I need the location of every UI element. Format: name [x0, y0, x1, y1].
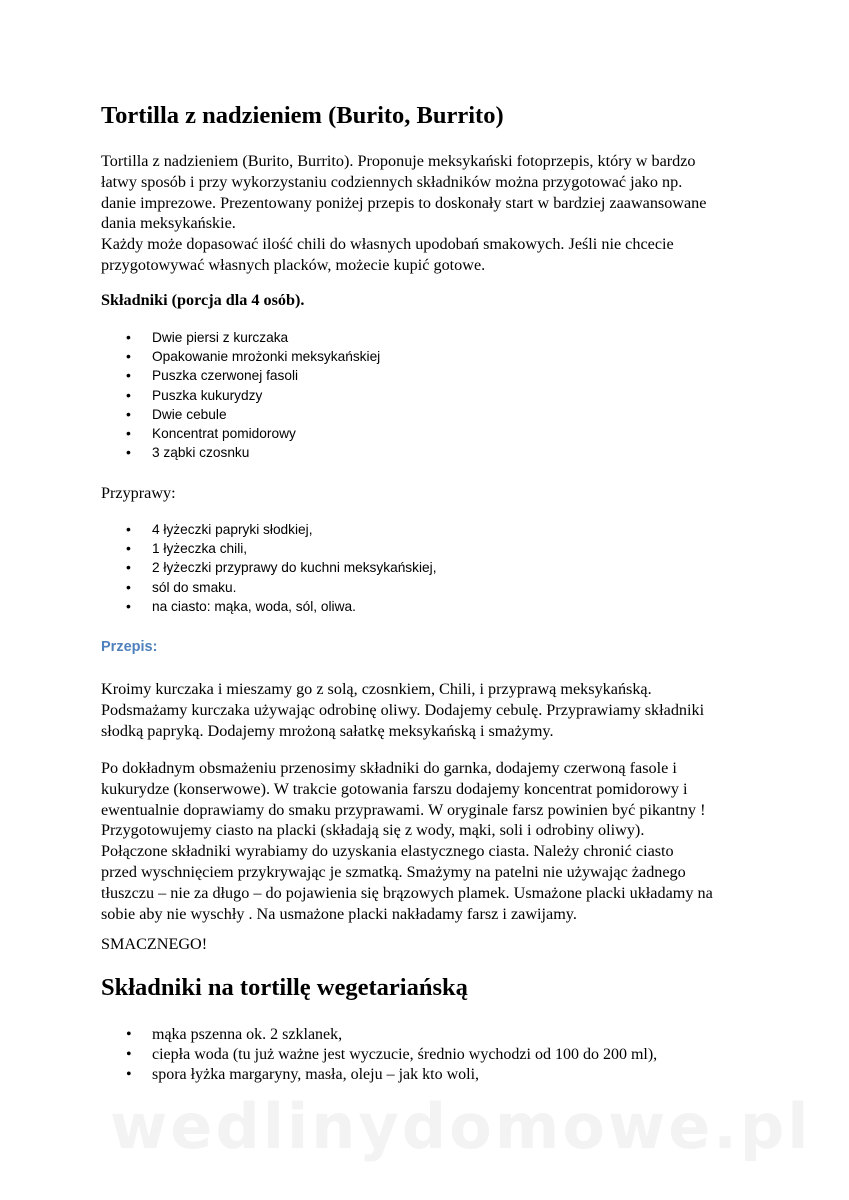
ingredient: Koncentrat pomidorowy — [152, 425, 296, 441]
text-line: Kroimy kurczaka i mieszamy go z solą, czosnkiem, Chili, i przyprawą meksykańską. — [101, 680, 652, 698]
bullet-icon: • — [126, 578, 131, 595]
spice: na ciasto: mąka, woda, sól, oliwa. — [152, 598, 356, 614]
text-line: sobie aby nie wyschły . Na usmażone placki nakładamy farsz i zawijamy. — [101, 904, 577, 923]
text-line: ewentualnie doprawiamy do smaku przyprawami. W oryginale farsz powinien być pikantny ! — [101, 800, 706, 819]
list-item — [126, 558, 437, 577]
bullet-icon: • — [126, 444, 131, 461]
bullet-icon: • — [126, 329, 131, 345]
list-item — [126, 597, 437, 616]
spice: 1 łyżeczka chili, — [152, 541, 248, 557]
bullet-icon: • — [126, 424, 131, 441]
text-line: słodką papryką. Dodajemy mrożoną sałatkę meksykańską i smażymy. — [101, 721, 554, 740]
text-line: Każdy może dopasować ilość chili do własnych upodobań smakowych. Jeśli nie chcecie — [101, 235, 674, 254]
ingredient: spora łyżka margaryny, masła, oleju – jak kto woli, — [152, 1066, 480, 1084]
bullet-icon: • — [126, 1066, 132, 1084]
ingredient: Puszka kukurydzy — [152, 387, 263, 403]
recipe-heading: Przepis: — [101, 639, 158, 655]
list-item — [126, 405, 380, 424]
ingredient: Dwie cebule — [152, 406, 227, 422]
ingredient: ciepła woda (tu już ważne jest wyczucie, średnio wychodzi od 100 do 200 ml), — [152, 1046, 658, 1064]
list-item — [126, 539, 437, 558]
text-line: Połączone składniki wyrabiamy do uzyskania elastycznego ciasta. Należy chronić ciasto — [101, 842, 674, 861]
ingredient: Opakowanie mrożonki meksykańskiej — [152, 349, 381, 365]
text-line: danie imprezowe. Prezentowany poniżej przepis to doskonały start w bardziej zaawansowane — [101, 193, 707, 212]
ingredient: 3 ząbki czosnku — [152, 445, 250, 461]
ingredient: Puszka czerwonej fasoli — [152, 368, 299, 384]
ingredients-heading: Składniki (porcja dla 4 osób). — [101, 291, 305, 309]
recipe-step-2 — [101, 758, 766, 924]
ingredient: mąka pszenna ok. 2 szklanek, — [152, 1026, 343, 1043]
bullet-icon: • — [126, 1046, 132, 1064]
spices-heading: Przyprawy: — [101, 484, 176, 502]
list-item — [126, 347, 381, 366]
recipe-step-1 — [101, 679, 766, 741]
bullet-icon: • — [126, 367, 131, 384]
page-title: Tortilla z nadzieniem (Burito, Burrito) — [101, 102, 504, 129]
text-line: dania meksykańskie. — [101, 214, 236, 233]
bullet-icon: • — [126, 386, 131, 403]
spice: sól do smaku. — [152, 579, 237, 595]
list-item — [126, 366, 380, 385]
text-line: Tortilla z nadzieniem (Burito, Burrito). Proponuje meksykański fotoprzepis, który w bardzo — [101, 152, 696, 170]
text-line: Po dokładnym obsmażeniu przenosimy składniki do garnka, dodajemy czerwoną fasole i — [101, 759, 677, 777]
spice: 4 łyżeczki papryki słodkiej, — [152, 522, 313, 537]
ingredients-list — [126, 328, 381, 462]
spices-list — [126, 520, 437, 616]
text-line: łatwy sposób i przy wykorzystaniu codziennych składników można przygotować jako np. — [101, 172, 683, 191]
text-line: Podsmażamy kurczaka używając odrobinę oliwy. Dodajemy cebulę. Przyprawiamy składniki — [101, 700, 705, 719]
closing-text: SMACZNEGO! — [101, 935, 208, 953]
list-item — [126, 1025, 657, 1045]
ingredient: Dwie piersi z kurczaka — [152, 330, 289, 345]
bullet-icon: • — [126, 540, 131, 557]
bullet-icon: • — [126, 559, 131, 576]
bullet-icon: • — [126, 348, 131, 365]
list-item — [126, 520, 437, 539]
text-line: przed wyschnięciem przykrywając je szmatką. Smażymy na patelni nie używając żadnego — [101, 862, 686, 881]
bullet-icon: • — [126, 597, 131, 614]
list-item — [126, 1065, 657, 1085]
veg-ingredients-list — [126, 1025, 658, 1086]
list-item — [126, 443, 380, 462]
intro-paragraph — [101, 151, 766, 276]
list-item — [126, 328, 380, 347]
text-line: kukurydze (konserwowe). W trakcie gotowania farszu dodajemy koncentrat pomidorowy i — [101, 779, 688, 798]
bullet-icon: • — [126, 521, 131, 537]
list-item — [126, 578, 437, 597]
text-line: przygotowywać własnych placków, możecie kupić gotowe. — [101, 255, 486, 274]
section-title: Składniki na tortillę wegetariańską — [101, 974, 468, 1001]
text-line: tłuszczu – nie za długo – do pojawienia się brązowych plamek. Usmażone placki układamy na — [101, 883, 713, 902]
watermark: wedlinydomowe.pl — [110, 1090, 812, 1163]
bullet-icon: • — [126, 405, 131, 422]
list-item — [126, 386, 380, 405]
bullet-icon: • — [126, 1026, 132, 1043]
text-line: Przygotowujemy ciasto na placki (składają się z wody, mąki, soli i odrobiny oliwy). — [101, 821, 645, 840]
list-item — [126, 1045, 658, 1065]
spice: 2 łyżeczki przyprawy do kuchni meksykańskiej, — [152, 560, 437, 576]
list-item — [126, 424, 380, 443]
